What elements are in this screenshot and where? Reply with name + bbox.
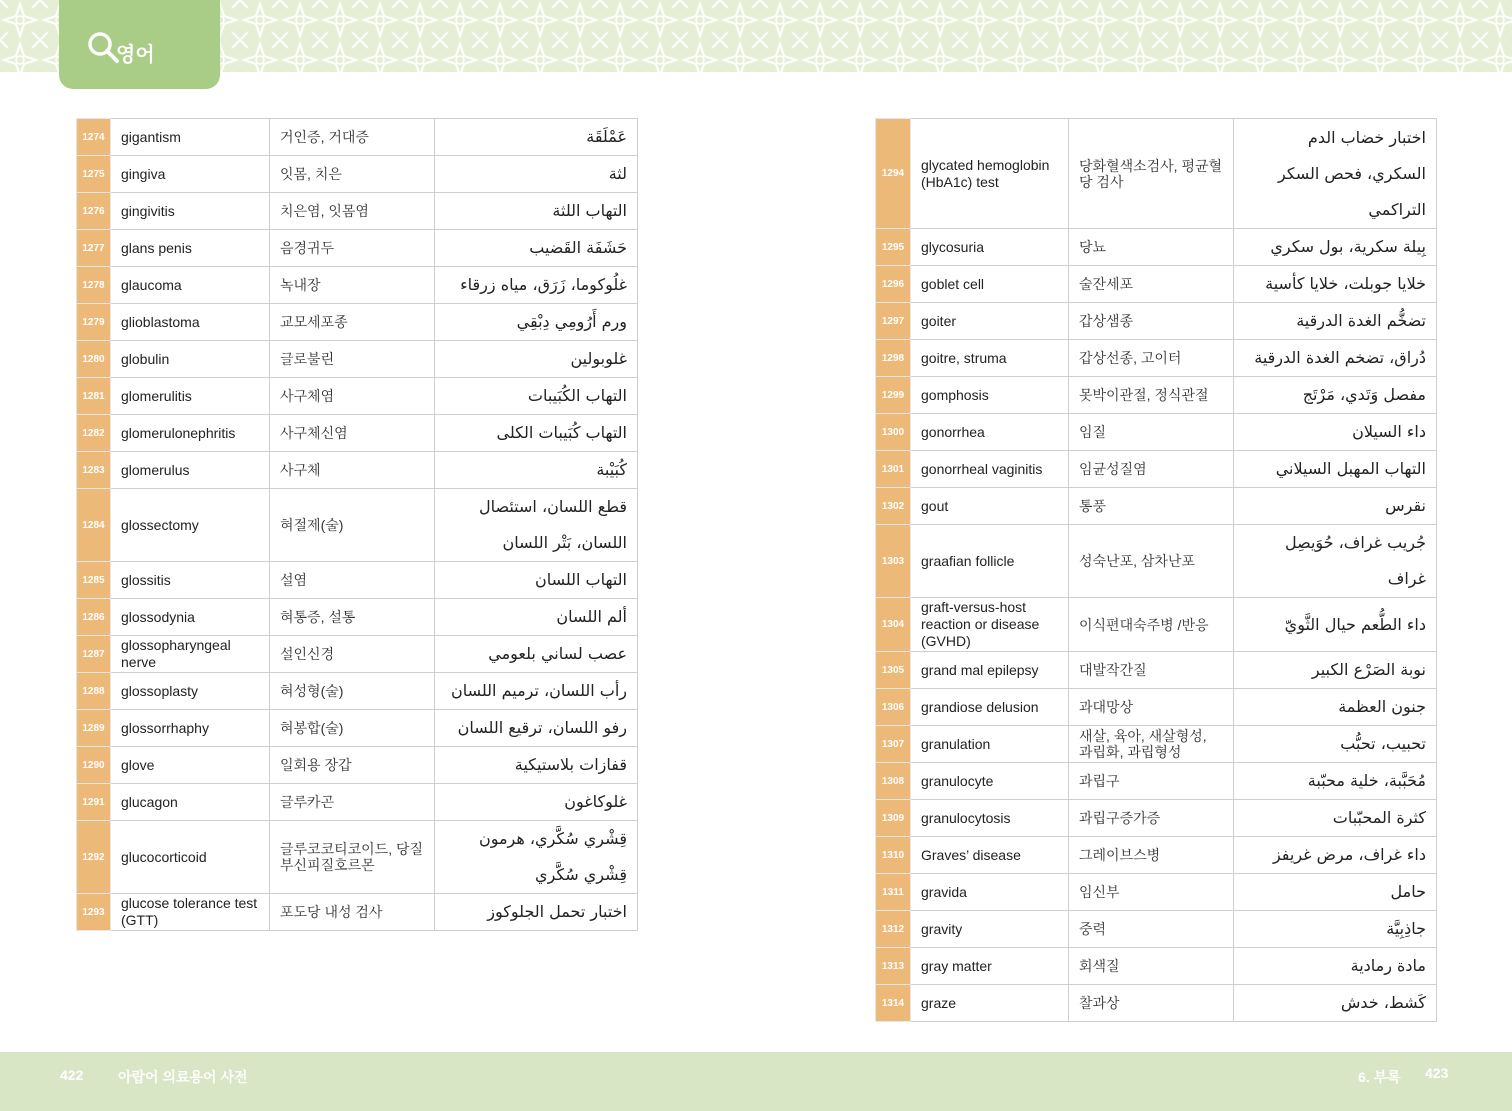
term-number: 1310 [876, 837, 911, 874]
english-term: glucocorticoid [111, 821, 270, 894]
section-tab [59, 0, 220, 89]
table-row [77, 156, 638, 193]
table-row [876, 689, 1437, 726]
korean-term: 혀통증, 설통 [270, 599, 435, 636]
term-number: 1293 [77, 894, 111, 931]
arabic-term: التهاب المهبل السيلاني [1234, 451, 1437, 488]
table-row [876, 229, 1437, 266]
arabic-term: داء غراف، مرض غريفز [1234, 837, 1437, 874]
korean-term: 과립구 [1069, 763, 1234, 800]
term-number: 1312 [876, 911, 911, 948]
arabic-term: جنون العظمة [1234, 689, 1437, 726]
korean-term: 이식편대숙주병 /반응 [1069, 598, 1234, 652]
english-term: glycosuria [911, 229, 1069, 266]
english-term: glossorrhaphy [111, 710, 270, 747]
korean-term: 사구체신염 [270, 415, 435, 452]
arabic-term: قطع اللسان، استئصال اللسان، بَتْر اللسان [435, 489, 638, 562]
table-row [876, 525, 1437, 598]
arabic-term: تحبيب، تحبُّب [1234, 726, 1437, 763]
table-row [77, 784, 638, 821]
term-number: 1281 [77, 378, 111, 415]
term-number: 1306 [876, 689, 911, 726]
term-number: 1290 [77, 747, 111, 784]
table-row [77, 747, 638, 784]
korean-term: 과립구증가증 [1069, 800, 1234, 837]
arabic-term: قفازات بلاستيكية [435, 747, 638, 784]
arabic-term: غلوبولين [435, 341, 638, 378]
english-term: granulocytosis [911, 800, 1069, 837]
arabic-term: اختبار تحمل الجلوكوز [435, 894, 638, 931]
english-term: Graves’ disease [911, 837, 1069, 874]
table-row [77, 821, 638, 894]
table-row [876, 451, 1437, 488]
english-term: gonorrheal vaginitis [911, 451, 1069, 488]
english-term: goblet cell [911, 266, 1069, 303]
english-term: glossodynia [111, 599, 270, 636]
english-term: glossopharyngeal nerve [111, 636, 270, 673]
table-row [876, 763, 1437, 800]
korean-term: 그레이브스병 [1069, 837, 1234, 874]
term-number: 1313 [876, 948, 911, 985]
term-number: 1283 [77, 452, 111, 489]
table-row [77, 267, 638, 304]
english-term: gigantism [111, 119, 270, 156]
korean-term: 글루카곤 [270, 784, 435, 821]
english-term: graze [911, 985, 1069, 1022]
table-row [876, 726, 1437, 763]
term-number: 1282 [77, 415, 111, 452]
arabic-term: لثة [435, 156, 638, 193]
korean-term: 일회용 장갑 [270, 747, 435, 784]
table-row [876, 837, 1437, 874]
table-row [77, 230, 638, 267]
korean-term: 임신부 [1069, 874, 1234, 911]
korean-term: 임균성질염 [1069, 451, 1234, 488]
korean-term: 당뇨 [1069, 229, 1234, 266]
term-number: 1302 [876, 488, 911, 525]
term-number: 1314 [876, 985, 911, 1022]
korean-term: 잇몸, 치은 [270, 156, 435, 193]
arabic-term: مفصل وَتَدي، مَرْتَج [1234, 377, 1437, 414]
korean-term: 못박이관절, 정식관절 [1069, 377, 1234, 414]
term-number: 1275 [77, 156, 111, 193]
english-term: gravity [911, 911, 1069, 948]
table-row [876, 948, 1437, 985]
table-row [77, 415, 638, 452]
arabic-term: كُبَيْبة [435, 452, 638, 489]
arabic-term: نوبة الصَرْع الكبير [1234, 652, 1437, 689]
english-term: gomphosis [911, 377, 1069, 414]
english-term: granulocyte [911, 763, 1069, 800]
korean-term: 혀성형(술) [270, 673, 435, 710]
korean-term: 술잔세포 [1069, 266, 1234, 303]
korean-term: 갑상선종, 고이터 [1069, 340, 1234, 377]
book-title: 아랍어 의료용어 사전 [118, 1069, 248, 1085]
term-number: 1309 [876, 800, 911, 837]
table-row [876, 800, 1437, 837]
term-number: 1279 [77, 304, 111, 341]
term-number: 1295 [876, 229, 911, 266]
korean-term: 교모세포종 [270, 304, 435, 341]
table-row [77, 452, 638, 489]
term-number: 1301 [876, 451, 911, 488]
korean-term: 혀봉합(술) [270, 710, 435, 747]
table-row [876, 598, 1437, 652]
term-number: 1286 [77, 599, 111, 636]
table-row [77, 489, 638, 562]
english-term: glans penis [111, 230, 270, 267]
section-label: 영어 [116, 44, 155, 66]
dictionary-table-right [875, 118, 1437, 1022]
arabic-term: داء الطُّعم حيال الثَّويّ [1234, 598, 1437, 652]
table-row [876, 911, 1437, 948]
english-term: gonorrhea [911, 414, 1069, 451]
english-term: glossitis [111, 562, 270, 599]
arabic-term: حَشَفَة القَضيب [435, 230, 638, 267]
english-term: glomerulonephritis [111, 415, 270, 452]
arabic-term: مُحَبَّبة، خلية محبّبة [1234, 763, 1437, 800]
table-row [876, 985, 1437, 1022]
arabic-term: خلايا جوبلت، خلايا كأسية [1234, 266, 1437, 303]
term-number: 1276 [77, 193, 111, 230]
term-number: 1297 [876, 303, 911, 340]
term-number: 1300 [876, 414, 911, 451]
table-row [77, 341, 638, 378]
english-term: gray matter [911, 948, 1069, 985]
english-term: glomerulus [111, 452, 270, 489]
term-number: 1278 [77, 267, 111, 304]
korean-term: 사구체 [270, 452, 435, 489]
table-row [77, 894, 638, 931]
english-term: glucose tolerance test (GTT) [111, 894, 270, 931]
korean-term: 새살, 육아, 새살형성, 과립화, 과립형성 [1069, 726, 1234, 763]
term-number: 1287 [77, 636, 111, 673]
table-row [876, 340, 1437, 377]
arabic-term: جُريب غراف، حُوَيصِل غراف [1234, 525, 1437, 598]
term-number: 1308 [876, 763, 911, 800]
english-term: glossoplasty [111, 673, 270, 710]
english-term: goitre, struma [911, 340, 1069, 377]
english-term: gingiva [111, 156, 270, 193]
table-row [876, 652, 1437, 689]
arabic-term: قِشْري سُكَّري، هرمون قِشْري سُكَّري [435, 821, 638, 894]
english-term: glomerulitis [111, 378, 270, 415]
arabic-term: التهاب اللثة [435, 193, 638, 230]
term-number: 1284 [77, 489, 111, 562]
dictionary-table-left [76, 118, 638, 931]
table-row [876, 488, 1437, 525]
page-footer [0, 1052, 1512, 1111]
korean-term: 치은염, 잇몸염 [270, 193, 435, 230]
table-row [876, 303, 1437, 340]
korean-term: 거인증, 거대증 [270, 119, 435, 156]
korean-term: 과대망상 [1069, 689, 1234, 726]
table-row [77, 673, 638, 710]
table-row [77, 710, 638, 747]
table-row [77, 562, 638, 599]
appendix-section: 6. 부록 [1358, 1069, 1401, 1085]
arabic-term: كَشط، خدش [1234, 985, 1437, 1022]
arabic-term: تضخُّم الغدة الدرقية [1234, 303, 1437, 340]
term-number: 1298 [876, 340, 911, 377]
table-row [876, 377, 1437, 414]
table-row [876, 119, 1437, 229]
decorative-header-pattern [0, 0, 1512, 72]
term-number: 1294 [876, 119, 911, 229]
term-number: 1296 [876, 266, 911, 303]
english-term: glucagon [111, 784, 270, 821]
korean-term: 임질 [1069, 414, 1234, 451]
arabic-term: بِيلة سكرية، بول سكري [1234, 229, 1437, 266]
arabic-term: حامل [1234, 874, 1437, 911]
korean-term: 음경귀두 [270, 230, 435, 267]
english-term: granulation [911, 726, 1069, 763]
korean-term: 찰과상 [1069, 985, 1234, 1022]
arabic-term: غلُوكوما، زَرَق، مياه زرقاء [435, 267, 638, 304]
table-row [876, 414, 1437, 451]
term-number: 1285 [77, 562, 111, 599]
term-number: 1305 [876, 652, 911, 689]
table-row [876, 266, 1437, 303]
korean-term: 설인신경 [270, 636, 435, 673]
english-term: grandiose delusion [911, 689, 1069, 726]
korean-term: 글루코코티코이드, 당질부신피질호르몬 [270, 821, 435, 894]
arabic-term: مادة رمادية [1234, 948, 1437, 985]
english-term: gingivitis [111, 193, 270, 230]
term-number: 1311 [876, 874, 911, 911]
term-number: 1303 [876, 525, 911, 598]
arabic-term: التهاب الكُبَيبات [435, 378, 638, 415]
term-number: 1274 [77, 119, 111, 156]
english-term: glioblastoma [111, 304, 270, 341]
term-number: 1288 [77, 673, 111, 710]
magnifier-icon [86, 30, 120, 64]
english-term: graafian follicle [911, 525, 1069, 598]
term-number: 1289 [77, 710, 111, 747]
english-term: grand mal epilepsy [911, 652, 1069, 689]
table-row [77, 636, 638, 673]
korean-term: 포도당 내성 검사 [270, 894, 435, 931]
table-row [77, 119, 638, 156]
arabic-term: غلوكاغون [435, 784, 638, 821]
arabic-term: دُراق، تضخم الغدة الدرقية [1234, 340, 1437, 377]
arabic-term: جاذِبِيَّة [1234, 911, 1437, 948]
korean-term: 혀절제(술) [270, 489, 435, 562]
term-number: 1277 [77, 230, 111, 267]
arabic-term: اختبار خضاب الدم السكري، فحص السكر التراكمي [1234, 119, 1437, 229]
english-term: gravida [911, 874, 1069, 911]
arabic-term: ورم أَرُومِي دِبْقِي [435, 304, 638, 341]
korean-term: 중력 [1069, 911, 1234, 948]
table-row [77, 193, 638, 230]
korean-term: 성숙난포, 삼차난포 [1069, 525, 1234, 598]
arabic-term: عَمْلَقَة [435, 119, 638, 156]
korean-term: 대발작간질 [1069, 652, 1234, 689]
english-term: glossectomy [111, 489, 270, 562]
table-row [77, 304, 638, 341]
term-number: 1291 [77, 784, 111, 821]
english-term: glycated hemoglobin (HbA1c) test [911, 119, 1069, 229]
korean-term: 당화혈색소검사, 평균혈당 검사 [1069, 119, 1234, 229]
korean-term: 회색질 [1069, 948, 1234, 985]
right-page-number: 423 [1425, 1065, 1449, 1081]
left-page-number: 422 [60, 1067, 84, 1083]
korean-term: 글로불린 [270, 341, 435, 378]
arabic-term: رأب اللسان، ترميم اللسان [435, 673, 638, 710]
table-row [876, 874, 1437, 911]
arabic-term: ألم اللسان [435, 599, 638, 636]
arabic-term: داء السيلان [1234, 414, 1437, 451]
table-row [77, 378, 638, 415]
english-term: globulin [111, 341, 270, 378]
term-number: 1299 [876, 377, 911, 414]
term-number: 1280 [77, 341, 111, 378]
korean-term: 통풍 [1069, 488, 1234, 525]
korean-term: 갑상샘종 [1069, 303, 1234, 340]
english-term: glove [111, 747, 270, 784]
term-number: 1307 [876, 726, 911, 763]
korean-term: 녹내장 [270, 267, 435, 304]
term-number: 1304 [876, 598, 911, 652]
korean-term: 설염 [270, 562, 435, 599]
english-term: graft-versus-host reaction or disease (GVHD) [911, 598, 1069, 652]
table-row [77, 599, 638, 636]
english-term: glaucoma [111, 267, 270, 304]
arabic-term: رفو اللسان، ترقيع اللسان [435, 710, 638, 747]
korean-term: 사구체염 [270, 378, 435, 415]
arabic-term: التهاب كُبَيبات الكلى [435, 415, 638, 452]
arabic-term: التهاب اللسان [435, 562, 638, 599]
english-term: goiter [911, 303, 1069, 340]
arabic-term: كثرة المحبّبات [1234, 800, 1437, 837]
arabic-term: عصب لساني بلعومي [435, 636, 638, 673]
english-term: gout [911, 488, 1069, 525]
arabic-term: نقرس [1234, 488, 1437, 525]
term-number: 1292 [77, 821, 111, 894]
